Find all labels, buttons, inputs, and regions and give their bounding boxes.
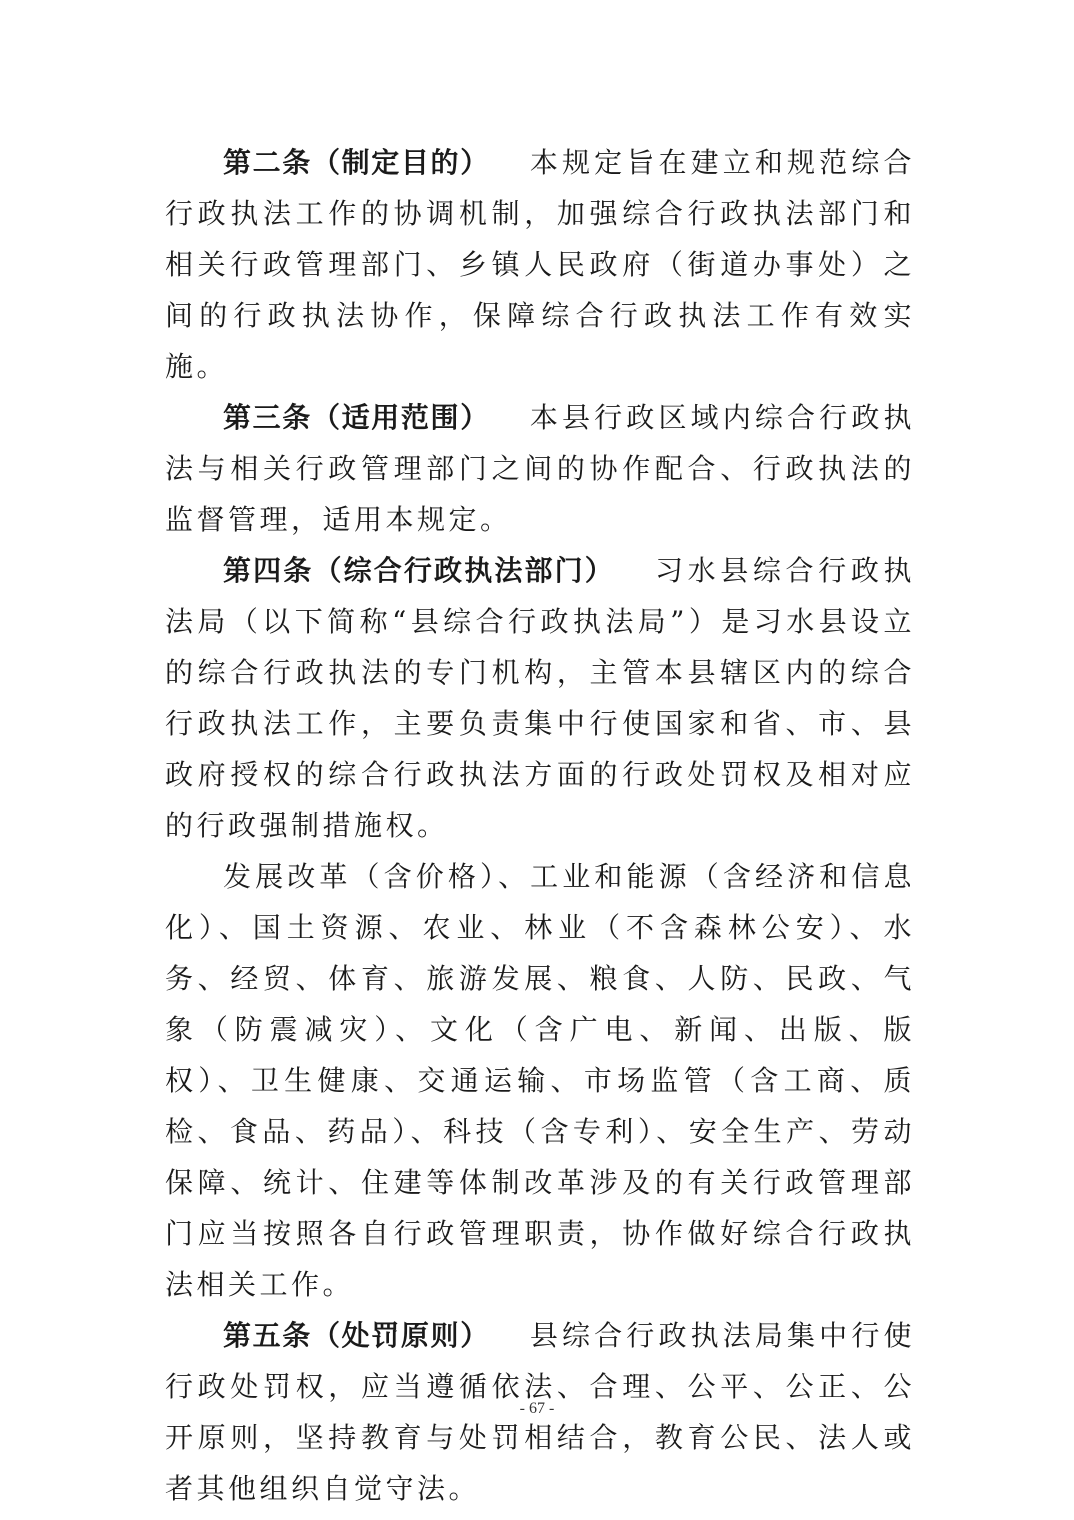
article-4-text: 习水县综合行政执法局（以下简称“县综合行政执法局”）是习水县设立的综合行政执法的专门机构，主管本县辖区内的综合行政执法工作，主要负责集中行使国家和省、市、县政府授权的综合行政执法方面的行政处罚权及相对应的行政强制措施权。 — [165, 554, 915, 842]
article-2-paragraph — [165, 137, 915, 392]
page-number: - 67 - — [519, 1400, 555, 1417]
article-4-heading: 第四条（综合行政执法部门） — [223, 554, 615, 587]
article-4-paragraph — [165, 545, 915, 851]
article-4-second-paragraph — [165, 851, 915, 1310]
article-4-second-text: 发展改革（含价格）、工业和能源（含经济和信息化）、国土资源、农业、林业（不含森林公安）、水务、经贸、体育、旅游发展、粮食、人防、民政、气象（防震减灾）、文化（含广电、新闻、出版、版权）、卫生健康、交通运输、市场监管（含工商、质检、食品、药品）、科技（含专利）、安全生产、劳动保障、统计、住建等体制改革涉及的有关行政管理部门应当按照各自行政管理职责，协作做好综合行政执法相关工作。 — [165, 860, 915, 1301]
article-3-paragraph — [165, 392, 915, 545]
article-3-heading: 第三条（适用范围） — [223, 401, 490, 434]
article-5-heading: 第五条（处罚原则） — [223, 1319, 490, 1352]
document-body — [165, 137, 915, 1514]
article-2-heading: 第二条（制定目的） — [223, 146, 490, 179]
article-2-text: 本规定旨在建立和规范综合行政执法工作的协调机制，加强综合行政执法部门和相关行政管理部门、乡镇人民政府（街道办事处）之间的行政执法协作，保障综合行政执法工作有效实施。 — [165, 146, 915, 383]
article-5-text: 县综合行政执法局集中行使行政处罚权，应当遵循依法、合理、公平、公正、公开原则，坚持教育与处罚相结合，教育公民、法人或者其他组织自觉守法。 — [165, 1319, 915, 1505]
article-3-text: 本县行政区域内综合行政执法与相关行政管理部门之间的协作配合、行政执法的监督管理，适用本规定。 — [165, 401, 915, 536]
